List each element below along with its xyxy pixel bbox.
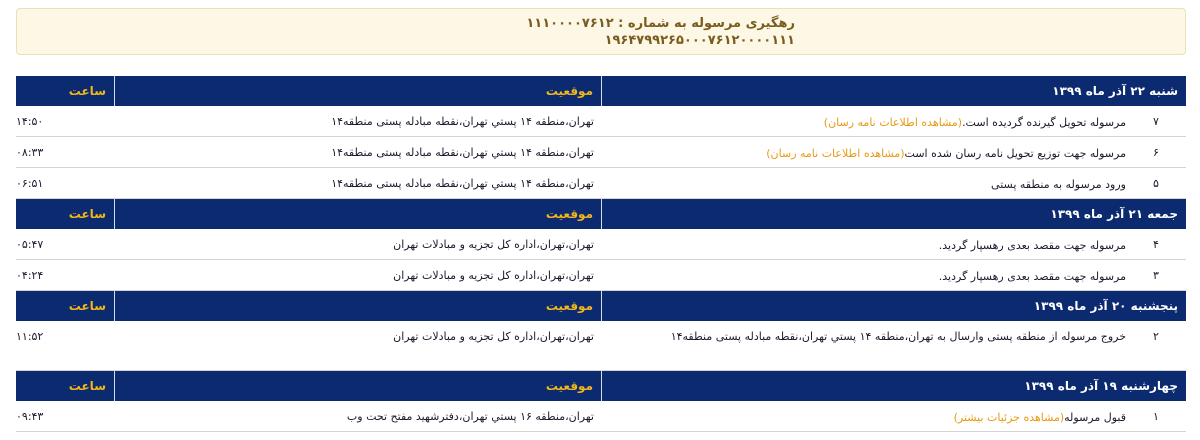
table-row bbox=[16, 229, 1186, 260]
row-description-text: مرسوله جهت توزیع تحویل نامه رسان شده است bbox=[904, 147, 1126, 160]
details-link[interactable]: (مشاهده اطلاعات نامه رسان) bbox=[766, 147, 905, 160]
tracking-title: رهگیری مرسوله به شماره : ۱۱۱۰۰۰۰۷۶۱۲ bbox=[526, 15, 795, 31]
location-column-header: موقعیت bbox=[114, 76, 602, 106]
row-location: تهران،تهران،اداره کل تجزیه و مبادلات تهران bbox=[393, 238, 594, 251]
row-time: ۰۶:۵۱ bbox=[16, 177, 44, 190]
row-description bbox=[602, 229, 1126, 259]
row-description bbox=[602, 168, 1126, 198]
group-header bbox=[16, 199, 1186, 229]
row-location: تهران،تهران،اداره کل تجزیه و مبادلات تهران bbox=[393, 330, 594, 343]
row-location: تهران،منطقه ۱۴ پستي تهران،نقطه مبادله پستی منطقه۱۴ bbox=[331, 146, 594, 159]
row-number: ۱ bbox=[1153, 410, 1159, 423]
row-location: تهران،منطقه ۱۴ پستي تهران،نقطه مبادله پستی منطقه۱۴ bbox=[331, 177, 594, 190]
tracking-table bbox=[16, 76, 1186, 432]
time-column-header: ساعت bbox=[68, 379, 106, 393]
row-location: تهران،منطقه ۱۶ پستي تهران،دفترشهيد مفتح تحت وب bbox=[346, 410, 594, 423]
group-header bbox=[16, 291, 1186, 321]
time-column-header: ساعت bbox=[68, 84, 106, 98]
table-row bbox=[16, 137, 1186, 168]
row-time: ۰۸:۳۳ bbox=[16, 146, 44, 159]
row-time: ۰۵:۴۷ bbox=[16, 238, 44, 251]
group-header bbox=[16, 76, 1186, 106]
row-description bbox=[602, 106, 1126, 136]
row-description-text: مرسوله جهت مقصد بعدی رهسپار گردید. bbox=[938, 239, 1126, 252]
row-location: تهران،منطقه ۱۴ پستي تهران،نقطه مبادله پستی منطقه۱۴ bbox=[331, 115, 594, 128]
row-description bbox=[602, 260, 1126, 290]
row-description bbox=[602, 401, 1126, 431]
row-description bbox=[602, 321, 1126, 370]
details-link[interactable]: (مشاهده جزئیات بیشتر) bbox=[953, 411, 1065, 424]
row-number: ۳ bbox=[1153, 269, 1159, 282]
row-description-text: مرسوله جهت مقصد بعدی رهسپار گردید. bbox=[938, 270, 1126, 283]
row-description-text: قبول مرسوله bbox=[1064, 411, 1126, 424]
table-row bbox=[16, 260, 1186, 291]
table-row bbox=[16, 106, 1186, 137]
details-link[interactable]: (مشاهده اطلاعات نامه رسان) bbox=[823, 116, 963, 129]
location-column-header: موقعیت bbox=[114, 371, 602, 401]
table-row bbox=[16, 321, 1186, 371]
row-description-text: مرسوله تحویل گیرنده گردیده است. bbox=[962, 116, 1126, 129]
group-header bbox=[16, 371, 1186, 401]
tracking-number: ۱۹۶۴۷۹۹۲۶۵۰۰۰۷۶۱۲۰۰۰۰۱۱۱ bbox=[604, 32, 795, 48]
time-column-header: ساعت bbox=[68, 207, 106, 221]
row-time: ۱۴:۵۰ bbox=[16, 115, 44, 128]
table-row bbox=[16, 401, 1186, 432]
row-time: ۰۴:۲۴ bbox=[16, 269, 44, 282]
group-date: شنبه ۲۲ آذر ماه ۱۳۹۹ bbox=[1052, 84, 1178, 98]
row-description bbox=[602, 137, 1126, 167]
location-column-header: موقعیت bbox=[114, 199, 602, 229]
row-number: ۵ bbox=[1153, 177, 1159, 190]
group-date: جمعه ۲۱ آذر ماه ۱۳۹۹ bbox=[1050, 207, 1178, 221]
row-number: ۲ bbox=[1153, 330, 1159, 343]
group-date: پنجشنبه ۲۰ آذر ماه ۱۳۹۹ bbox=[1033, 299, 1178, 313]
row-description-text: ورود مرسوله به منطقه پستی bbox=[991, 178, 1126, 191]
tracking-banner bbox=[16, 8, 1186, 55]
row-location: تهران،تهران،اداره کل تجزیه و مبادلات تهران bbox=[393, 269, 594, 282]
row-number: ۶ bbox=[1153, 146, 1159, 159]
row-number: ۷ bbox=[1153, 115, 1159, 128]
row-description-text: خروج مرسوله از منطقه پستی وارسال به تهران،منطقه ۱۴ پستي تهران،نقطه مبادله پستی منطقه۱۴ bbox=[670, 330, 1126, 343]
table-row bbox=[16, 168, 1186, 199]
group-date: چهارشنبه ۱۹ آذر ماه ۱۳۹۹ bbox=[1024, 379, 1178, 393]
time-column-header: ساعت bbox=[68, 299, 106, 313]
location-column-header: موقعیت bbox=[114, 291, 602, 321]
row-number: ۴ bbox=[1153, 238, 1159, 251]
row-time: ۰۹:۴۳ bbox=[16, 410, 44, 423]
row-time: ۱۱:۵۲ bbox=[16, 330, 44, 343]
